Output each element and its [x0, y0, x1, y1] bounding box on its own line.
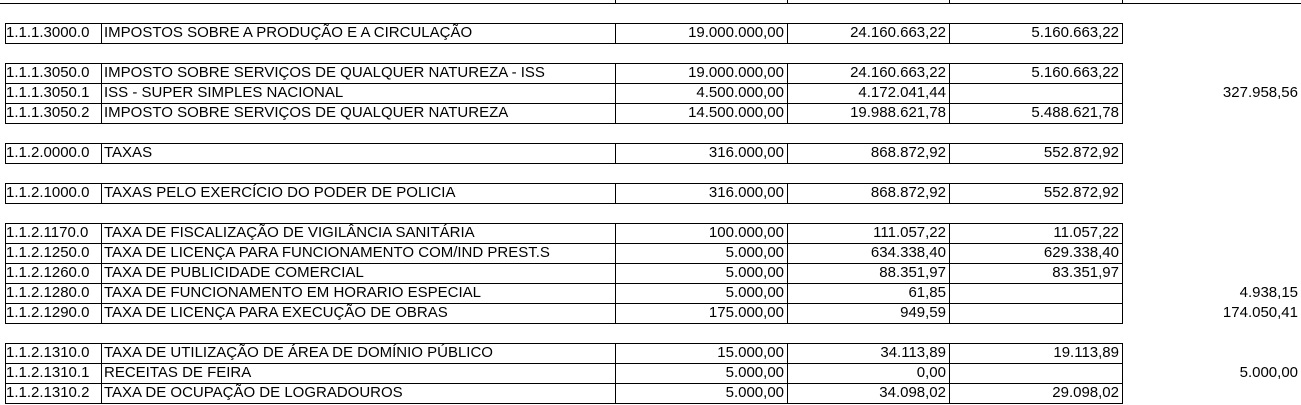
table-row	[0, 363, 1301, 383]
grid-line	[5, 183, 1123, 184]
cell-desc[interactable]: TAXA DE FISCALIZAÇÃO DE VIGILÂNCIA SANITÁRIA	[104, 224, 475, 241]
grid-line	[949, 83, 950, 104]
grid-line	[949, 23, 950, 44]
cell-v4[interactable]	[1122, 103, 1301, 123]
cell-desc[interactable]: ISS - SUPER SIMPLES NACIONAL	[104, 84, 344, 101]
cell-v2[interactable]: 61,85	[908, 284, 946, 301]
table-row	[0, 143, 1301, 163]
grid-line	[949, 263, 950, 284]
cell-code[interactable]: 1.1.2.1310.2	[6, 384, 90, 401]
table-row	[0, 103, 1301, 123]
grid-line	[5, 183, 6, 204]
cell-v3[interactable]: 629.338,40	[1043, 244, 1119, 261]
grid-line	[787, 343, 788, 364]
cell-v3[interactable]: 5.488.621,78	[1031, 104, 1119, 121]
table-row	[0, 23, 1301, 43]
grid-line	[5, 63, 6, 84]
cell-code[interactable]: 1.1.2.1170.0	[6, 224, 89, 241]
cell-v3[interactable]: 11.057,22	[1053, 224, 1119, 241]
cell-desc[interactable]: TAXA DE UTILIZAÇÃO DE ÁREA DE DOMÍNIO PÚBLICO	[104, 344, 493, 361]
grid-line	[787, 63, 788, 84]
cell-v2[interactable]: 34.098,02	[879, 384, 946, 401]
cell-code[interactable]: 1.1.2.1310.1	[6, 364, 90, 381]
cell-v2[interactable]: 88.351,97	[879, 264, 946, 281]
cell-v4[interactable]: 174.050,41	[1222, 304, 1298, 321]
cell-code[interactable]: 1.1.2.1290.0	[6, 304, 90, 321]
grid-line	[5, 223, 6, 244]
grid-line	[787, 283, 788, 304]
grid-line	[5, 363, 6, 384]
grid-line	[5, 223, 1123, 224]
grid-line	[615, 303, 616, 324]
grid-line	[1122, 83, 1123, 104]
grid-line	[615, 23, 616, 44]
grid-line	[5, 303, 6, 324]
cell-desc[interactable]: IMPOSTO SOBRE SERVIÇOS DE QUALQUER NATUREZA - ISS	[104, 64, 545, 81]
grid-line	[615, 343, 616, 364]
table-row	[0, 283, 1301, 303]
cell-desc[interactable]: TAXA DE LICENÇA PARA FUNCIONAMENTO COM/IND PREST.S	[104, 244, 550, 261]
grid-line	[787, 363, 788, 384]
grid-line	[101, 383, 102, 404]
cell-v2[interactable]: 24.160.663,22	[850, 64, 946, 81]
cell-v4[interactable]	[1122, 383, 1301, 403]
cell-v1[interactable]: 5.000,00	[725, 384, 784, 401]
grid-line	[1122, 263, 1123, 284]
grid-line	[1122, 63, 1123, 84]
grid-line	[949, 363, 950, 384]
cell-v3[interactable]	[949, 83, 1122, 103]
grid-line	[5, 403, 1123, 404]
grid-line	[5, 83, 6, 104]
grid-line	[5, 383, 6, 404]
cell-desc[interactable]: TAXA DE OCUPAÇÃO DE LOGRADOUROS	[104, 384, 403, 401]
cell-desc[interactable]: TAXA DE PUBLICIDADE COMERCIAL	[104, 264, 364, 281]
grid-line	[5, 243, 6, 264]
grid-line	[1122, 23, 1123, 44]
cell-desc[interactable]: TAXAS	[104, 144, 153, 161]
cell-v4[interactable]	[1122, 63, 1301, 83]
cell-v4[interactable]: 5.000,00	[1239, 364, 1298, 381]
grid-line	[615, 283, 616, 304]
cell-v1[interactable]: 316.000,00	[708, 144, 784, 161]
cell-v3[interactable]: 5.160.663,22	[1031, 24, 1119, 41]
cell-v1[interactable]: 5.000,00	[725, 284, 784, 301]
cell-v2[interactable]: 949,59	[900, 304, 946, 321]
grid-line	[0, 3, 1301, 4]
cell-desc[interactable]: IMPOSTOS SOBRE A PRODUÇÃO E A CIRCULAÇÃO	[104, 24, 473, 41]
cell-v1[interactable]: 175.000,00	[708, 304, 784, 321]
cell-v2[interactable]: 34.113,89	[880, 344, 946, 361]
grid-line	[949, 223, 950, 244]
cell-desc[interactable]: IMPOSTO SOBRE SERVIÇOS DE QUALQUER NATUREZA	[104, 104, 509, 121]
grid-line	[787, 143, 788, 164]
grid-line	[949, 143, 950, 164]
grid-line	[1122, 223, 1123, 244]
grid-line	[5, 323, 1123, 324]
grid-line	[101, 243, 102, 264]
cell-v2[interactable]: 24.160.663,22	[850, 24, 946, 41]
grid-line	[5, 143, 6, 164]
table-row	[0, 243, 1301, 263]
grid-line	[101, 263, 102, 284]
grid-line	[5, 63, 1123, 64]
grid-line	[615, 143, 616, 164]
cell-v3[interactable]: 552.872,92	[1043, 144, 1119, 161]
cell-code[interactable]: 1.1.2.1260.0	[6, 264, 90, 281]
grid-line	[1122, 283, 1123, 304]
cell-v4[interactable]	[1122, 243, 1301, 263]
cell-v1[interactable]: 4.500.000,00	[696, 84, 784, 101]
grid-line	[615, 383, 616, 404]
cell-v4[interactable]	[1122, 343, 1301, 363]
table-row	[0, 263, 1301, 283]
grid-line	[949, 243, 950, 264]
cell-v4[interactable]	[1122, 23, 1301, 43]
cell-v2[interactable]: 111.057,22	[873, 224, 946, 241]
grid-line	[5, 143, 1123, 144]
grid-line	[615, 363, 616, 384]
cell-v3[interactable]: 5.160.663,22	[1031, 64, 1119, 81]
grid-line	[101, 283, 102, 304]
grid-line	[101, 223, 102, 244]
grid-line	[615, 223, 616, 244]
cell-v4[interactable]	[1122, 143, 1301, 163]
grid-line	[1122, 343, 1123, 364]
grid-line	[1122, 243, 1123, 264]
table-row	[0, 183, 1301, 203]
cell-v3[interactable]: 552.872,92	[1043, 184, 1119, 201]
cell-v2[interactable]: 19.988.621,78	[850, 104, 946, 121]
grid-line	[101, 23, 102, 44]
cell-v1[interactable]: 5.000,00	[725, 264, 784, 281]
cell-v3[interactable]: 29.098,02	[1052, 384, 1119, 401]
cell-desc[interactable]: RECEITAS DE FEIRA	[104, 364, 252, 381]
grid-line	[5, 123, 1123, 124]
grid-line	[949, 383, 950, 404]
grid-line	[615, 103, 616, 124]
table-row	[0, 383, 1301, 403]
grid-line	[949, 283, 950, 304]
grid-line	[949, 63, 950, 84]
table-row	[0, 303, 1301, 323]
cell-v1[interactable]: 5.000,00	[725, 244, 784, 261]
cell-code[interactable]: 1.1.1.3000.0	[6, 24, 90, 41]
grid-line	[101, 343, 102, 364]
cell-code[interactable]: 1.1.2.1280.0	[6, 284, 90, 301]
table-row	[0, 63, 1301, 83]
cell-v1[interactable]: 100.000,00	[708, 224, 784, 241]
grid-line	[949, 103, 950, 124]
cell-v1[interactable]: 14.500.000,00	[688, 104, 784, 121]
grid-line	[787, 243, 788, 264]
cell-v1[interactable]: 19.000.000,00	[688, 64, 784, 81]
cell-v4[interactable]	[1122, 223, 1301, 243]
cell-v1[interactable]: 15.000,00	[717, 344, 784, 361]
cell-v2[interactable]: 868.872,92	[870, 184, 946, 201]
grid-line	[615, 83, 616, 104]
cell-v1[interactable]: 316.000,00	[708, 184, 784, 201]
grid-line	[787, 23, 788, 44]
cell-v4[interactable]: 4.938,15	[1239, 284, 1298, 301]
cell-desc[interactable]: TAXA DE LICENÇA PARA EXECUÇÃO DE OBRAS	[104, 304, 448, 321]
cell-v3[interactable]: 83.351,97	[1052, 264, 1119, 281]
grid-line	[615, 183, 616, 204]
cell-v1[interactable]: 5.000,00	[725, 364, 784, 381]
grid-line	[101, 303, 102, 324]
grid-line	[787, 263, 788, 284]
grid-line	[787, 223, 788, 244]
grid-line	[949, 303, 950, 324]
cell-v3[interactable]	[949, 283, 1122, 303]
cell-v2[interactable]: 0,00	[916, 364, 946, 381]
grid-line	[615, 263, 616, 284]
grid-line	[787, 303, 788, 324]
grid-line	[1122, 143, 1123, 164]
cell-code[interactable]: 1.1.2.1000.0	[6, 184, 90, 201]
grid-line	[787, 83, 788, 104]
grid-line	[615, 63, 616, 84]
grid-line	[1122, 383, 1123, 404]
cell-v4[interactable]	[1122, 263, 1301, 283]
grid-line	[101, 183, 102, 204]
grid-line	[101, 63, 102, 84]
grid-line	[5, 263, 6, 284]
grid-line	[5, 23, 1123, 24]
grid-line	[1122, 303, 1123, 324]
grid-line	[5, 163, 1123, 164]
cell-code[interactable]: 1.1.1.3050.2	[6, 104, 90, 121]
grid-line	[5, 283, 6, 304]
grid-line	[101, 143, 102, 164]
grid-line	[5, 203, 1123, 204]
grid-line	[101, 363, 102, 384]
cell-v2[interactable]: 868.872,92	[870, 144, 946, 161]
cell-desc[interactable]: TAXAS PELO EXERCÍCIO DO PODER DE POLICIA	[104, 184, 456, 201]
grid-line	[787, 103, 788, 124]
cell-v3[interactable]: 19.113,89	[1053, 344, 1119, 361]
grid-line	[787, 183, 788, 204]
grid-line	[1122, 363, 1123, 384]
cell-code[interactable]: 1.1.2.1250.0	[6, 244, 90, 261]
grid-line	[1122, 183, 1123, 204]
cell-desc[interactable]: TAXA DE FUNCIONAMENTO EM HORARIO ESPECIAL	[104, 284, 482, 301]
grid-line	[5, 343, 6, 364]
grid-line	[787, 383, 788, 404]
table-row	[0, 223, 1301, 243]
cell-code[interactable]: 1.1.1.3050.1	[6, 84, 90, 101]
grid-line	[5, 103, 6, 124]
grid-line	[1122, 103, 1123, 124]
table-row	[0, 343, 1301, 363]
cell-v2[interactable]: 634.338,40	[870, 244, 946, 261]
cell-code[interactable]: 1.1.1.3050.0	[6, 64, 90, 81]
cell-v1[interactable]: 19.000.000,00	[688, 24, 784, 41]
grid-line	[949, 183, 950, 204]
grid-line	[5, 43, 1123, 44]
cell-v3[interactable]	[949, 303, 1122, 323]
grid-line	[615, 243, 616, 264]
cell-v2[interactable]: 4.172.041,44	[858, 84, 946, 101]
cell-code[interactable]: 1.1.2.0000.0	[6, 144, 90, 161]
grid-line	[101, 103, 102, 124]
cell-code[interactable]: 1.1.2.1310.0	[6, 344, 90, 361]
grid-line	[101, 83, 102, 104]
cell-v3[interactable]	[949, 363, 1122, 383]
cell-v4[interactable]	[1122, 183, 1301, 203]
grid-line	[5, 343, 1123, 344]
grid-line	[5, 23, 6, 44]
table-row	[0, 83, 1301, 103]
grid-line	[949, 343, 950, 364]
cell-v4[interactable]: 327.958,56	[1222, 84, 1298, 101]
